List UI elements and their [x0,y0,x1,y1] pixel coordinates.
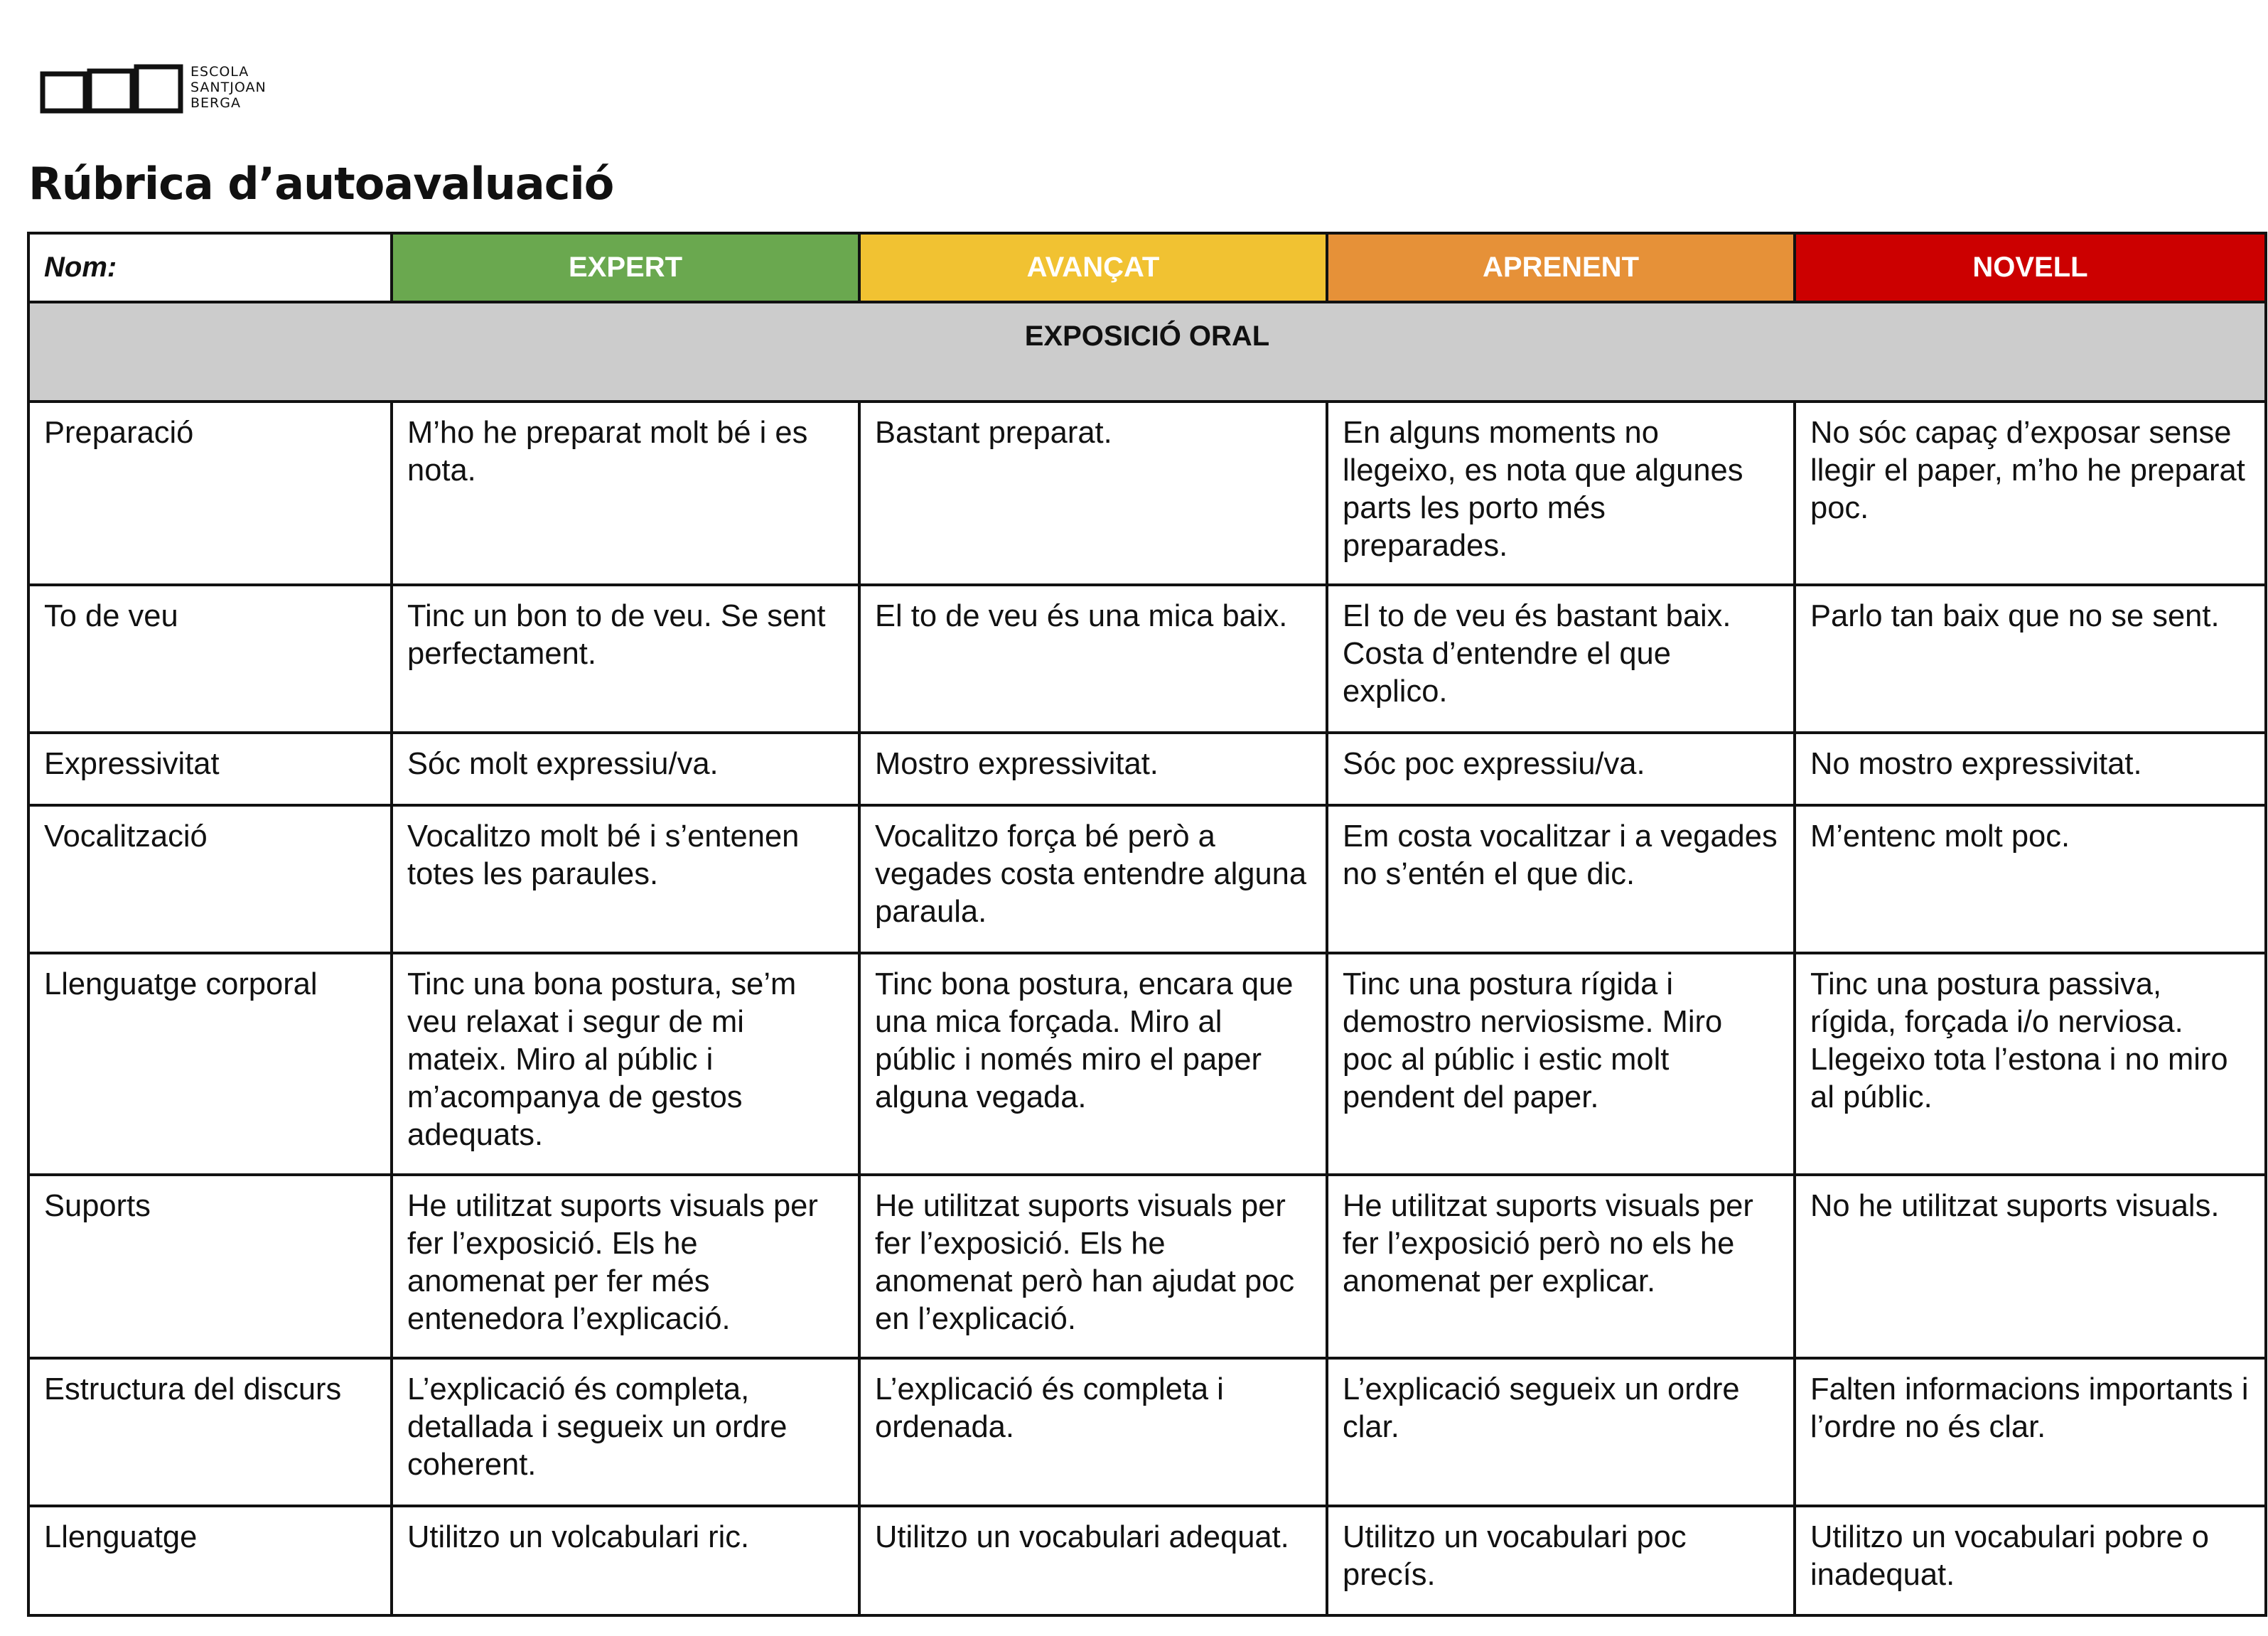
rubric-cell: Utilitzo un volcabulari ric. [392,1506,859,1615]
rubric-cell: L’explicació segueix un ordre clar. [1327,1358,1795,1506]
section-row [28,302,2266,402]
rubric-cell: Tinc una postura rígida i demostro nerviosisme. Miro poc al públic i estic molt pendent del paper. [1327,953,1795,1175]
rubric-cell: En alguns moments no llegeixo, es nota que algunes parts les porto més preparades. [1327,402,1795,585]
rubric-cell: L’explicació és completa i ordenada. [859,1358,1327,1506]
table-row [28,953,2266,1175]
page-title: Rúbrica d’autoavaluació [28,158,614,210]
rubric-cell: Sóc poc expressiu/va. [1327,733,1795,805]
rubric-cell: No mostro expressivitat. [1795,733,2266,805]
rubric-cell: Tinc bona postura, encara que una mica forçada. Miro al públic i només miro el paper alguna vegada. [859,953,1327,1175]
logo-square-2 [90,71,132,111]
section-title: EXPOSICIÓ ORAL [28,302,2266,402]
rubric-cell: Parlo tan baix que no se sent. [1795,585,2266,733]
rubric-cell: El to de veu és bastant baix. Costa d’entendre el que explico. [1327,585,1795,733]
table-row [28,805,2266,953]
level-expert: EXPERT [392,233,859,302]
school-name-line-3: BERGA [190,95,241,111]
level-avancat: AVANÇAT [859,233,1327,302]
rubric-cell: He utilitzat suports visuals per fer l’exposició. Els he anomenat per fer més entenedora l’explicació. [392,1175,859,1358]
table-row [28,402,2266,585]
criterion-cell: Vocalització [28,805,392,953]
rubric-cell: No he utilitzat suports visuals. [1795,1175,2266,1358]
criterion-cell: Estructura del discurs [28,1358,392,1506]
criterion-cell: Llenguatge corporal [28,953,392,1175]
logo-square-1 [43,74,85,111]
rubric-table [27,232,2267,1617]
rubric-cell: Utilitzo un vocabulari pobre o inadequat. [1795,1506,2266,1615]
criterion-cell: Llenguatge [28,1506,392,1615]
table-row [28,733,2266,805]
rubric-cell: El to de veu és una mica baix. [859,585,1327,733]
rubric-cell: Vocalitzo molt bé i s’entenen totes les paraules. [392,805,859,953]
level-novell: NOVELL [1795,233,2266,302]
rubric-cell: He utilitzat suports visuals per fer l’exposició però no els he anomenat per explicar. [1327,1175,1795,1358]
rubric-cell: Tinc una postura passiva, rígida, forçada i/o nerviosa. Llegeixo tota l’estona i no miro al públic. [1795,953,2266,1175]
rubric-cell: Vocalitzo força bé però a vegades costa entendre alguna paraula. [859,805,1327,953]
rubric-cell: Tinc un bon to de veu. Se sent perfectament. [392,585,859,733]
table-row [28,1358,2266,1506]
rubric-cell: Em costa vocalitzar i a vegades no s’entén el que dic. [1327,805,1795,953]
rubric-cell: Sóc molt expressiu/va. [392,733,859,805]
criterion-cell: Suports [28,1175,392,1358]
rubric-cell: M’entenc molt poc. [1795,805,2266,953]
table-row [28,1506,2266,1615]
school-name-line-1: ESCOLA [190,64,249,80]
header-row [28,233,2266,302]
level-aprenent: APRENENT [1327,233,1795,302]
criterion-cell: To de veu [28,585,392,733]
school-name [190,64,267,111]
name-label: Nom: [28,233,392,302]
rubric-cell: Falten informacions importants i l’ordre no és clar. [1795,1358,2266,1506]
criterion-cell: Expressivitat [28,733,392,805]
criterion-cell: Preparació [28,402,392,585]
table-row [28,1175,2266,1358]
school-name-line-2: SANTJOAN [190,80,267,95]
rubric-cell: L’explicació és completa, detallada i segueix un ordre coherent. [392,1358,859,1506]
rubric-cell: Utilitzo un vocabulari adequat. [859,1506,1327,1615]
rubric-cell: Tinc una bona postura, se’m veu relaxat i segur de mi mateix. Miro al públic i m’acompanya de gestos adequats. [392,953,859,1175]
rubric-cell: Bastant preparat. [859,402,1327,585]
rubric-cell: M’ho he preparat molt bé i es nota. [392,402,859,585]
table-row [28,585,2266,733]
rubric-cell: He utilitzat suports visuals per fer l’exposició. Els he anomenat però han ajudat poc en l’explicació. [859,1175,1327,1358]
rubric-cell: Utilitzo un vocabulari poc precís. [1327,1506,1795,1615]
rubric-cell: Mostro expressivitat. [859,733,1327,805]
rubric-cell: No sóc capaç d’exposar sense llegir el paper, m’ho he preparat poc. [1795,402,2266,585]
logo-square-3 [136,67,181,111]
